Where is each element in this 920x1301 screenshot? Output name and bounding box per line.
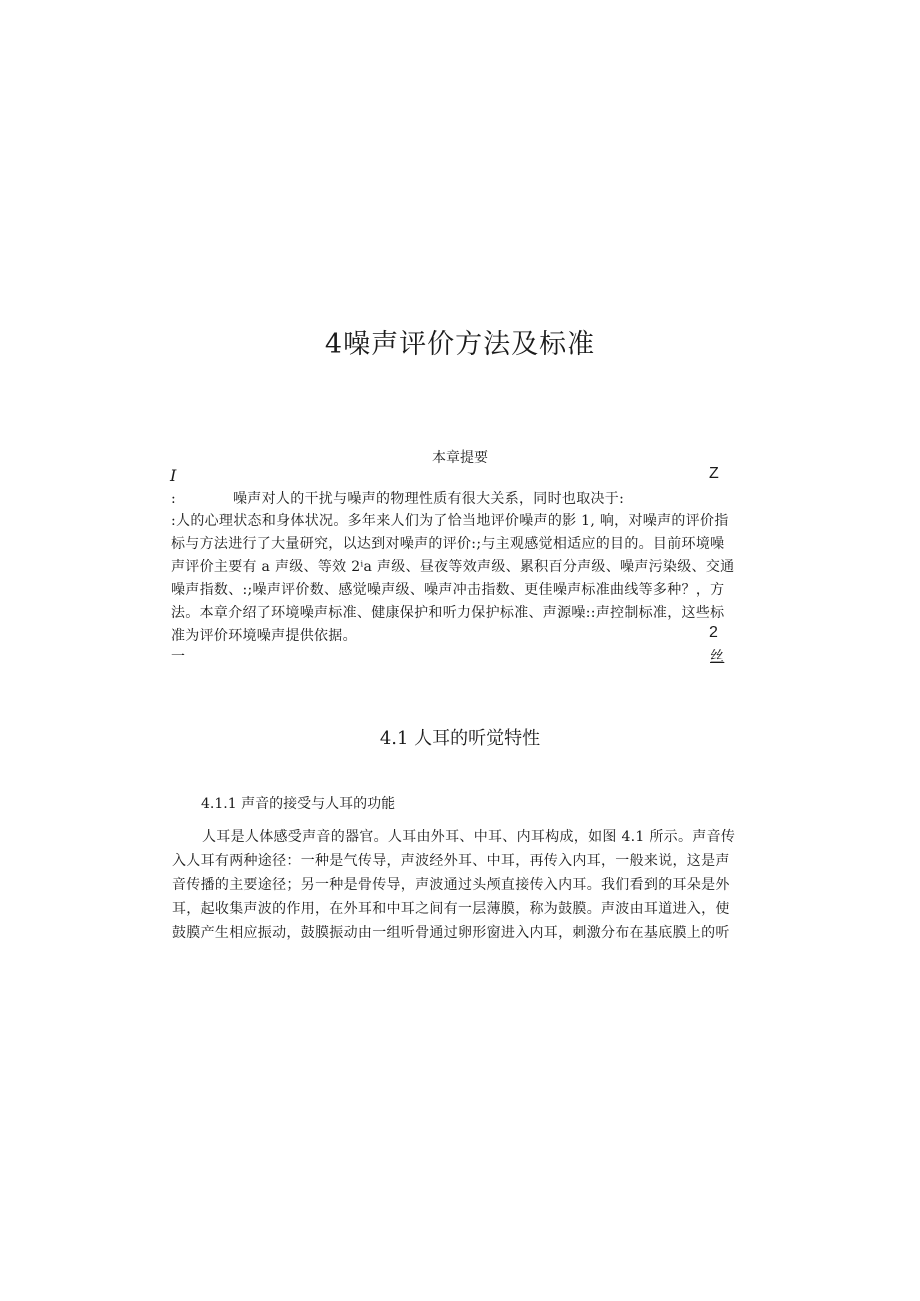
summary-line: 声评价主要有 a 声级、等效 2ⁱa 声级、昼夜等效声级、累积百分声级、噪声污染级、交通 <box>171 559 735 575</box>
summary-line: 准为评价环境噪声提供依据。 <box>171 628 357 644</box>
summary-mark-right-2: 2 <box>709 624 718 641</box>
section-heading: 4.1 人耳的听觉特性 <box>379 728 541 749</box>
summary-mark-bottom-right: 丝 <box>710 649 725 665</box>
summary-mark-bottom-left: 一 <box>171 649 186 665</box>
summary-line: :人的心理状态和身体状况。多年来人们为了恰当地评价噪声的影 1, 响，对噪声的评价指 <box>171 513 729 529</box>
summary-first-line: 噪声对人的干扰与噪声的物理性质有很大关系，同时也取决于: <box>233 491 625 507</box>
summary-mark-top-left: I <box>170 466 177 485</box>
summary-line: 噪声指数、:;噪声评价数、感觉噪声级、噪声冲击指数、更佳噪声标准曲线等多种？，方 <box>171 582 725 598</box>
subsection-heading: 4.1.1 声音的接受与人耳的功能 <box>201 796 396 812</box>
summary-mark-colon: : <box>171 491 177 507</box>
chapter-title: 4噪声评价方法及标准 <box>324 329 596 360</box>
body-line: 人耳是人体感受声音的器官。人耳由外耳、中耳、内耳构成，如图 4.1 所示。声音传 <box>202 829 736 845</box>
body-line: 鼓膜产生相应振动，鼓膜振动由一组听骨通过卵形窗进入内耳，刺激分布在基底膜上的听 <box>172 925 730 941</box>
summary-mark-top-right: Z <box>709 465 719 482</box>
body-line: 入人耳有两种途径：一种是气传导，声波经外耳、中耳，再传入内耳，一般来说，这是声 <box>172 853 730 869</box>
summary-heading: 本章提要 <box>432 450 488 466</box>
summary-line: 标与方法进行了大量研究，以达到对噪声的评价:;与主观感觉相适应的目的。目前环境噪 <box>171 536 725 552</box>
body-line: 耳，起收集声波的作用，在外耳和中耳之间有一层薄膜，称为鼓膜。声波由耳道进入，使 <box>172 901 730 917</box>
body-line: 音传播的主要途径；另一种是骨传导，声波通过头颅直接传入内耳。我们看到的耳朵是外 <box>172 877 730 893</box>
summary-line: 法。本章介绍了环境噪声标准、健康保护和听力保护标准、声源噪::声控制标准，这些标 <box>171 605 725 621</box>
